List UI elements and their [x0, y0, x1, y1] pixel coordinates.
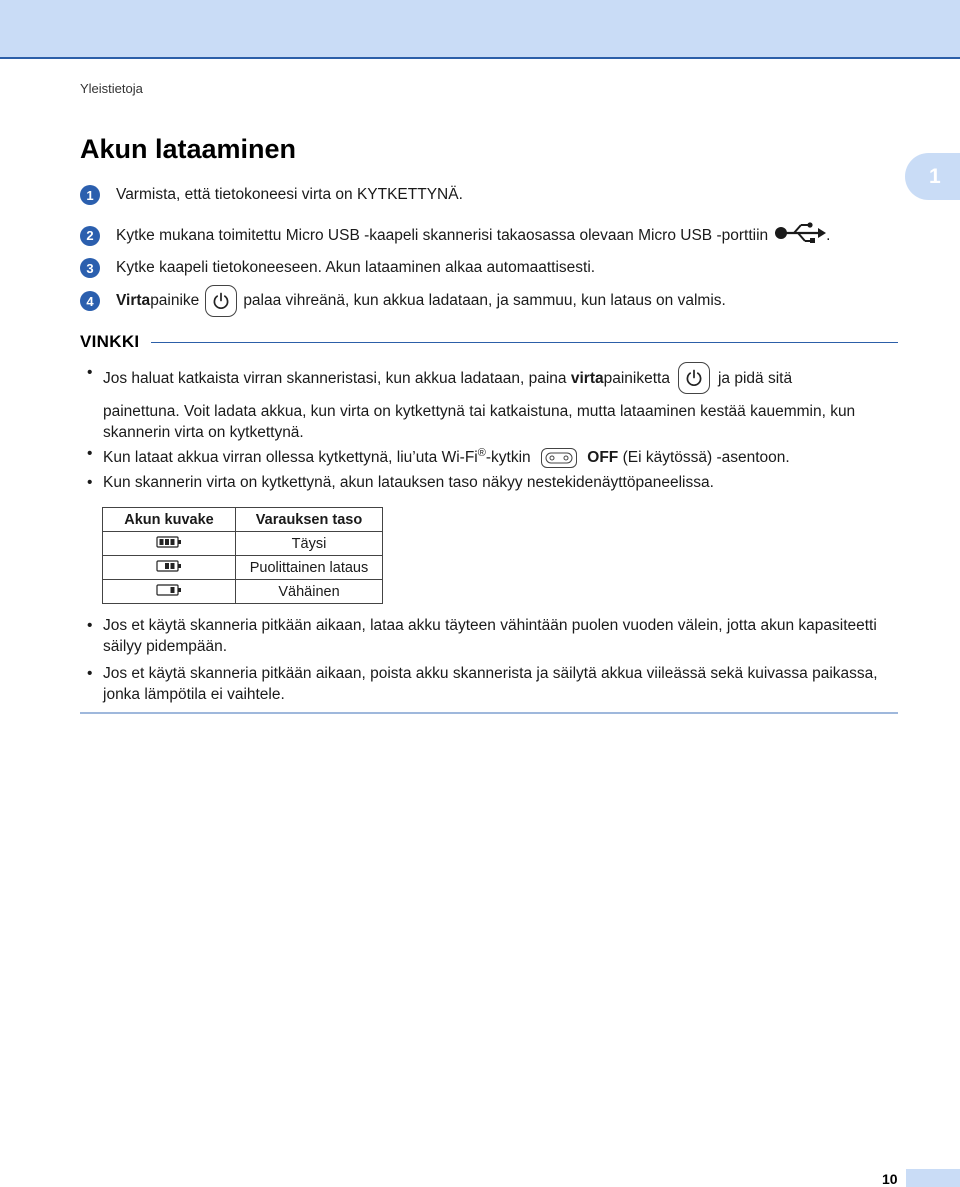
note-end-rule — [80, 712, 898, 714]
bullet-text-bold: OFF — [587, 449, 619, 467]
table-row — [103, 556, 383, 580]
step-text: Kytke mukana toimitettu Micro USB -kaapeli skannerisi takaosassa olevaan Micro USB -porttiin — [116, 226, 769, 244]
bullet-text: painettuna. Voit ladata akkua, kun virta on kytkettynä tai katkaistuna, mutta lataaminen kestää kauemmin, kun skannerin virta on kytkettynä. — [103, 403, 856, 441]
top-band — [0, 0, 960, 59]
chapter-number: 1 — [929, 164, 941, 188]
page-title: Akun lataaminen — [80, 134, 297, 164]
section-label: Yleistietoja — [80, 81, 143, 96]
note-bullet-2 — [87, 443, 897, 468]
note-bullet-5 — [87, 663, 897, 705]
power-icon — [678, 362, 710, 394]
table-header: Akun kuvake — [103, 508, 236, 532]
battery-low-icon — [156, 584, 182, 600]
registered-mark: ® — [477, 447, 486, 459]
table-cell: Vähäinen — [236, 580, 383, 604]
note-title: VINKKI — [80, 332, 140, 351]
bullet-dot: • — [87, 364, 93, 381]
bullet-text: (Ei käytössä) -asentoon. — [622, 449, 790, 467]
table-header-row — [103, 508, 383, 532]
step-suffix: . — [826, 226, 831, 244]
chapter-tab — [905, 153, 960, 200]
bullet-text: Jos et käytä skanneria pitkään aikaan, lataa akku täyteen vähintään puolen vuoden välein, jotta akun kapasiteetti säilyy pidempään. — [103, 617, 877, 655]
step-number: 3 — [80, 258, 100, 278]
bullet-text: Kun lataat akkua virran ollessa kytkettynä, liu’uta Wi-Fi — [103, 449, 478, 467]
table-row — [103, 532, 383, 556]
note-bullet-3 — [87, 472, 897, 493]
bullet-dot: • — [87, 445, 93, 462]
step-1 — [80, 185, 463, 205]
power-icon — [205, 285, 237, 317]
note-header — [80, 332, 898, 352]
bullet-text: painiketta — [603, 369, 670, 387]
page-number: 10 — [882, 1171, 898, 1187]
bullet-dot: • — [87, 665, 93, 682]
note-bullet-4 — [87, 615, 897, 657]
note-bullet-1 — [87, 362, 897, 443]
bullet-dot: • — [87, 474, 93, 491]
wifi-switch-icon — [541, 448, 577, 468]
step-2 — [80, 221, 830, 250]
bullet-dot: • — [87, 617, 93, 634]
battery-full-icon — [156, 536, 182, 552]
bullet-text: Jos et käytä skanneria pitkään aikaan, poista akku skannerista ja säilytä akkua viileässä sekä kuivassa paikassa, jonka lämpötila ei vaihtele. — [103, 665, 878, 703]
table-cell: Täysi — [236, 532, 383, 556]
battery-half-icon — [156, 560, 182, 576]
step-3 — [80, 258, 595, 278]
page-number-band — [906, 1169, 960, 1187]
table-cell: Puolittainen lataus — [236, 556, 383, 580]
step-number: 4 — [80, 291, 100, 311]
step-number: 2 — [80, 226, 100, 246]
bullet-text: Kun skannerin virta on kytkettynä, akun latauksen taso näkyy nestekidenäyttöpaneelissa. — [103, 474, 714, 491]
step-text: palaa vihreänä, kun akkua ladataan, ja sammuu, kun lataus on valmis. — [243, 292, 726, 309]
step-text-bold: Virta — [116, 292, 151, 309]
usb-icon — [774, 221, 826, 250]
step-4 — [80, 285, 726, 317]
table-header: Varauksen taso — [236, 508, 383, 532]
bullet-text: -kytkin — [485, 449, 531, 467]
battery-level-table — [102, 507, 383, 604]
step-text: painike — [150, 292, 200, 309]
note-rule — [151, 342, 898, 343]
bullet-text: Jos haluat katkaista virran skanneristasi, kun akkua ladataan, paina — [103, 369, 567, 387]
bullet-text-bold: virta — [570, 369, 604, 387]
step-number: 1 — [80, 185, 100, 205]
step-text: Varmista, että tietokoneesi virta on KYTKETTYNÄ. — [116, 186, 463, 203]
step-text: Kytke kaapeli tietokoneeseen. Akun lataaminen alkaa automaattisesti. — [116, 259, 596, 276]
bullet-text: ja pidä sitä — [717, 369, 793, 387]
table-row — [103, 580, 383, 604]
